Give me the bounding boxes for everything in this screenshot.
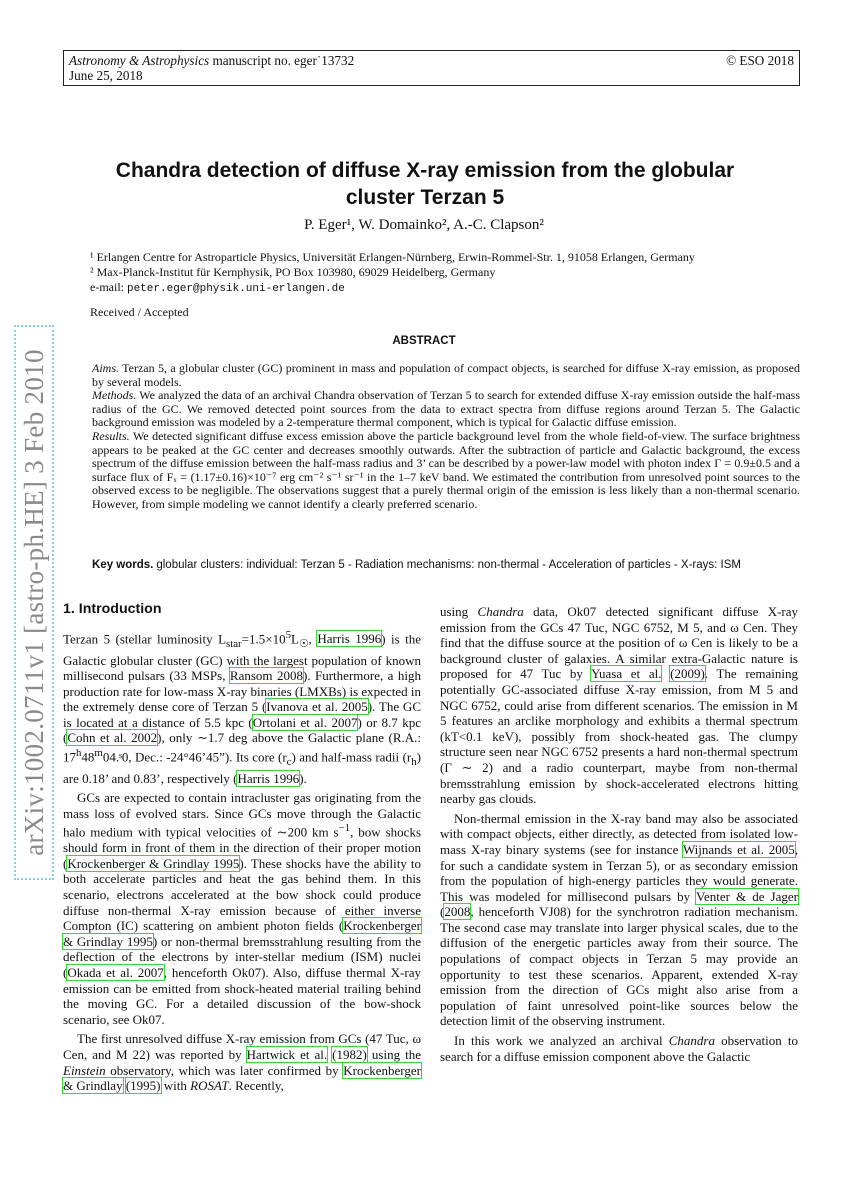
- abstract-heading: ABSTRACT: [392, 335, 456, 347]
- methods-label: Methods.: [92, 388, 137, 403]
- intro-paragraph-3-cont: using Chandra data, Ok07 detected significant diffuse X-ray emission from the GCs 47 Tuc, NGC 6752, M 5, and ω Cen. They find that the diffuse source at the position of ω Cen is likely to be a background cluster of galaxies. A similar extra-Galactic nature is proposed for 47 Tuc by Yuasa et al. (2009). The remaining potentially GC-associated diffuse X-ray emission, from M 5 and NGC 6752, could arise from different scenarios. The emission in M 5 features an arclike morphology and exhibits a thermal spectrum (kT<0.1 keV), possibly from shock-heated gas. The clumpy structure seen near NGC 6752 presents a hard non-thermal spectrum (Γ ∼ 2) and a radio counterpart, maybe from non-thermal bremsstrahlung emission by shock-accelerated electrons hitting nearby gas clouds.: [440, 604, 799, 807]
- citation-link[interactable]: (2009): [670, 666, 705, 682]
- paper-title: Chandra detection of diffuse X-ray emission from the globular cluster Terzan 5: [115, 159, 735, 209]
- citation-link[interactable]: Ransom 2008: [229, 668, 303, 684]
- intro-paragraph-5: In this work we analyzed an archival Chandra observation to search for a diffuse emission component above the Galactic: [440, 1033, 799, 1064]
- citation-link[interactable]: Krockenberger & Grindlay 1995: [67, 855, 240, 871]
- citation-link[interactable]: 2008: [444, 904, 471, 920]
- arxiv-identifier: arXiv:1002.0711v1 [astro-ph.HE] 3 Feb 2010: [18, 349, 49, 856]
- intro-paragraph-3: The first unresolved diffuse X-ray emission from GCs (47 Tuc, ω Cen, and M 22) was reported by Hartwick et al. (1982) using the Einstein observatory, which was later confirmed by Krockenberger & Grindlay (1995) with ROSAT. Recently,: [63, 1031, 421, 1094]
- author-list: P. Eger¹, W. Domainko², A.-C. Clapson²: [304, 217, 544, 233]
- copyright: © ESO 2018: [726, 53, 794, 68]
- intro-paragraph-2: GCs are expected to contain intracluster gas originating from the mass loss of evolved stars. Since GCs move through the Galactic halo medium with typical velocities of ∼200 km $s^{-1}$, bow shocks should form in front of them in the direction of their proper motion (Krockenberger & Grindlay 1995). These shocks have the ability to both accelerate particles and heat the gas behind them. In this scenario, electrons accelerated at the bow shock could produce diffuse non-thermal X-ray emission because of either inverse Compton (IC) scattering on ambient photon fields (Krockenberger & Grindlay 1995) or non-thermal bremsstrahlung resulting from the deflection of the electrons by inter-stellar medium (ISM) nuclei (Okada et al. 2007, henceforth Ok07). Also, diffuse thermal X-ray emission can be emitted from shock-heated material trailing behind the moving GC. For a detailed discussion of the bow-shock scenario, see Ok07.: [63, 790, 422, 1027]
- received-accepted: Received / Accepted: [90, 305, 189, 319]
- citation-link[interactable]: Krockenberger & Grindlay 1995: [63, 918, 421, 949]
- keywords: [92, 557, 800, 572]
- citation-link[interactable]: Harris 1996: [237, 770, 300, 786]
- results-label: Results.: [92, 428, 130, 443]
- results-text: We detected significant diffuse excess emission above the particle background level from the whole field-of-view. The surface brightness appears to be peaked at the GC center and decreases smoothly outwards. After the subtraction of particle and Galactic background, the excess spectrum of the diffuse emission between the half-mass radius and 3’ can be described by a power-law model with photon index Γ = 0.9±0.5 and a surface flux of Fₓ = (1.17±0.16)×10⁻⁷ erg cm⁻² s⁻¹ sr⁻¹ in the 1–7 keV band. We estimated the contribution from unresolved point sources to the observed excess to be negligible. The observations suggest that a purely thermal origin of the emission is less likely than a non-thermal scenario. However, from simple modeling we cannot identify a clearly preferred scenario.: [92, 428, 800, 511]
- affiliation-1: ¹ Erlangen Centre for Astroparticle Physics, Universität Erlangen-Nürnberg, Erwin-Rommel-Str. 1, 91058 Erlangen, Germany: [90, 250, 695, 264]
- citation-link[interactable]: Ortolani et al. 2007: [252, 714, 358, 730]
- right-column: [440, 604, 798, 1068]
- citation-link[interactable]: Harris 1996: [317, 631, 382, 647]
- abstract-methods: [92, 389, 800, 430]
- methods-text: We analyzed the data of an archival Chandra observation of Terzan 5 to search for extended diffuse X-ray emission outside the half-mass radius of the GC. We removed detected point sources from the data to extract spectra from diffuse regions around Terzan 5. The Galactic background emission was modeled by a 2-temperature thermal component, which is typical for Galactic diffuse emission.: [92, 388, 800, 430]
- citation-link[interactable]: Yuasa et al.: [591, 666, 662, 682]
- abstract-aims: [92, 362, 800, 389]
- affiliations: [90, 250, 810, 297]
- citation-link[interactable]: Krockenberger & Grindlay: [63, 1062, 421, 1094]
- aims-text: Terzan 5, a globular cluster (GC) prominent in mass and population of compact objects, is searched for diffuse X-ray emission, as proposed by several models.: [92, 361, 800, 389]
- keywords-label: Key words.: [92, 559, 154, 571]
- running-header: [63, 50, 800, 86]
- aims-label: Aims.: [92, 361, 119, 375]
- intro-paragraph-4: Non-thermal emission in the X-ray band may also be associated with compact objects, either directly, as detected from isolated low-mass X-ray binary systems (see for instance Wijnands et al. 2005, for such a candidate system in Terzan 5), or as secondary emission from the population of high-energy particles they would generate. This was modeled for millisecond pulsars by Venter & de Jager (2008, henceforth VJ08) for the synchrotron radiation mechanism. The second case may translate into larger physical scales, due to the diffusion of the energetic particles away from their source. The populations of compact objects in Terzan 5 may provide an opportunity to test these scenarios. Apparent, extended X-ray emission from the direction of GCs might also arise from a population of faint unresolved point-like sources below the detection limit of the observing instrument.: [440, 810, 798, 1029]
- manuscript-number: manuscript no. eger˙13732: [212, 53, 355, 68]
- email-line: [90, 280, 810, 297]
- citation-link[interactable]: Hartwick et al.: [246, 1047, 328, 1063]
- citation-link[interactable]: (1982): [332, 1047, 367, 1063]
- keywords-text: globular clusters: individual: Terzan 5 - Radiation mechanisms: non-thermal - Acceleration of particles - X-rays: ISM: [156, 559, 741, 571]
- citation-link[interactable]: Okada et al. 2007: [67, 965, 164, 981]
- abstract-body: [92, 362, 800, 512]
- intro-paragraph-1: Terzan 5 (stellar luminosity $L_{star}=1.5\times 10^5L_☉$, Harris 1996) is the Galactic globular cluster (GC) with the largest population of known millisecond pulsars (33 MSPs, Ransom 2008). Furthermore, a high production rate for low-mass X-ray binaries (LMXBs) is expected in the extremely dense core of Terzan 5 (Ivanova et al. 2005). The GC is located at a distance of 5.5 kpc (Ortolani et al. 2007) or 8.7 kpc (Cohn et al. 2002), only ∼1.7 deg above the Galactic plane (R.A.: 17$^h$48$^m$04.ˢ0, Dec.: -24°46’45”). Its core $(r_c)$ and half-mass radii $(r_h)$ are 0.18’ and 0.83’, respectively (Harris 1996).: [63, 629, 422, 786]
- citation-link[interactable]: Wijnands et al. 2005: [682, 841, 795, 857]
- citation-link[interactable]: (1995): [125, 1078, 161, 1094]
- abstract-results: [92, 430, 800, 512]
- affiliation-2: ² Max-Planck-Institut für Kernphysik, PO Box 103980, 69029 Heidelberg, Germany: [90, 265, 496, 279]
- journal-name: Astronomy & Astrophysics: [69, 53, 210, 68]
- section-heading-introduction: 1. Introduction: [63, 601, 162, 617]
- citation-link[interactable]: Ivanova et al. 2005: [266, 699, 368, 715]
- email-address[interactable]: peter.eger@physik.uni-erlangen.de: [126, 283, 345, 295]
- email-label: e-mail:: [90, 280, 124, 294]
- left-column: [63, 600, 421, 1098]
- arxiv-stamp[interactable]: [14, 325, 54, 880]
- citation-link[interactable]: Venter & de Jager: [696, 888, 798, 904]
- header-date: June 25, 2018: [69, 68, 143, 83]
- citation-link[interactable]: Cohn et al. 2002: [67, 730, 158, 746]
